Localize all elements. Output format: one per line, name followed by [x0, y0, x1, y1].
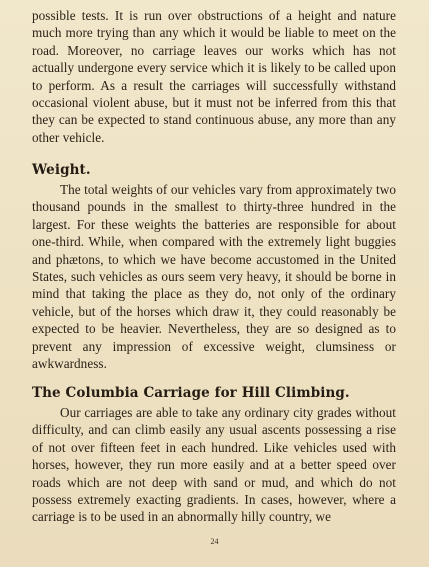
- heading-hill-climbing: The Columbia Carriage for Hill Climbing.: [32, 385, 350, 401]
- paragraph-weight: The total weights of our vehicles vary from approximately two thousand pounds in the smallest to thirty-three hundred in the largest. For these weights the batteries are responsible for about one-third. While, when compared with the extremely light buggies and phætons, to which we have become accustomed in the United States, such vehicles as ours seem very heavy, it should be borne in mind that taking the place as they do, not only of the ordinary vehicle, but of the horses which draw it, they could reasonably be expected to be heavier. Nevertheless, they are so designed as to prevent any impression of excessive weight, clumsiness or awkwardness.: [32, 182, 396, 372]
- heading-weight: Weight.: [32, 162, 91, 178]
- paragraph-hill-climbing: Our carriages are able to take any ordinary city grades without difficulty, and can climb easily any usual ascents possessing a rise of not over fifteen feet in each hundred. Like vehicles used with horses, however, they run more easily and at a better speed over roads which are not deep with sand or mud, and which do not possess extremely exacting gradients. In cases, however, where a carriage is to be used in an abnormally hilly country, we: [32, 405, 396, 525]
- paragraph-continuation: possible tests. It is run over obstructions of a height and nature much more trying than any which it would be liable to meet on the road. Moreover, no carriage leaves our works which has not actually undergone every service which it is likely to be called upon to perform. As a result the carriages will successfully withstand occasional violent abuse, but it must not be inferred from this that they can be expected to stand continuous abuse, any more than any other vehicle.: [32, 8, 396, 145]
- page-number: 24: [210, 537, 219, 546]
